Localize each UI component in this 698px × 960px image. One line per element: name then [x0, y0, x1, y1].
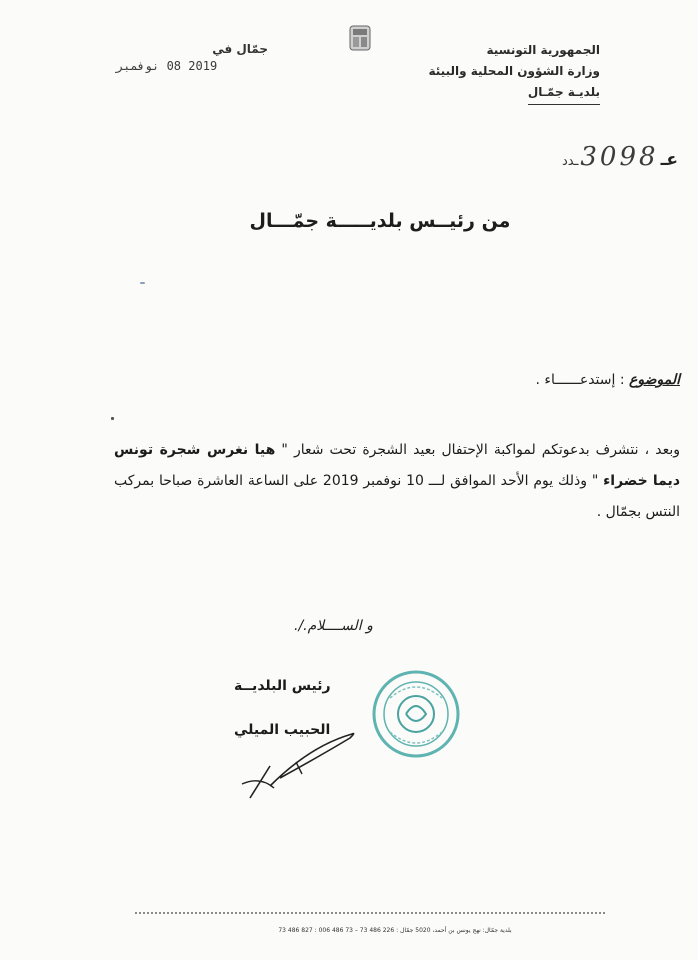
reference-number	[562, 142, 678, 172]
received-stamp-date: 2019 08 نوفمبر	[116, 59, 218, 73]
reference-label: عـ	[660, 150, 678, 170]
scan-speck	[140, 282, 145, 284]
handwritten-signature	[240, 726, 360, 806]
tunisia-emblem-icon	[349, 24, 371, 52]
footer-divider	[135, 912, 605, 914]
received-stamp	[108, 42, 268, 82]
body-part-2: " وذلك يوم الأحد الموافق لـــ 10 نوفمبر 2019 على الساعة العاشرة صباحا بمركب النتس بجمّال .	[114, 473, 680, 520]
letter-body	[114, 435, 680, 528]
footer-contact: بلدية جمّال: نهج يونس بن أحمد، 5020 جمّال : 226 486 73 – 73 486 006 : 827 486 73	[278, 927, 512, 934]
body-slogan: هيا نغرس شجرة تونس ديما خضراء	[114, 442, 681, 489]
scan-speck	[111, 417, 114, 420]
subject-line	[536, 372, 681, 388]
signatory-title: رئيس البلديــة	[234, 678, 331, 694]
closing-salutation: و الســــلام./.	[294, 618, 373, 634]
reference-suffix: ـدد	[561, 154, 579, 169]
signatory-name: الحبيب الميلي	[234, 722, 331, 738]
letter-title: من رئيــس بلديـــــة جمّـــال	[249, 210, 511, 232]
received-stamp-town: جمّال في	[212, 42, 268, 56]
letterhead-country: الجمهورية التونسية	[486, 43, 600, 57]
letterhead-municipality: بلديـة جمّـال	[528, 82, 600, 105]
reference-value: 3098	[580, 142, 659, 172]
letterhead	[380, 40, 600, 105]
body-part-1: وبعد ، نتشرف بدعوتكم لمواكبة الإحتفال بعيد الشجرة تحت شعار "	[275, 442, 680, 458]
municipal-seal-stamp	[370, 668, 462, 760]
letterhead-ministry: وزارة الشؤون المحلية والبيئة	[428, 64, 600, 78]
subject-text: : إستدعــــــاء .	[535, 372, 625, 388]
subject-label: الموضوع	[629, 372, 680, 388]
